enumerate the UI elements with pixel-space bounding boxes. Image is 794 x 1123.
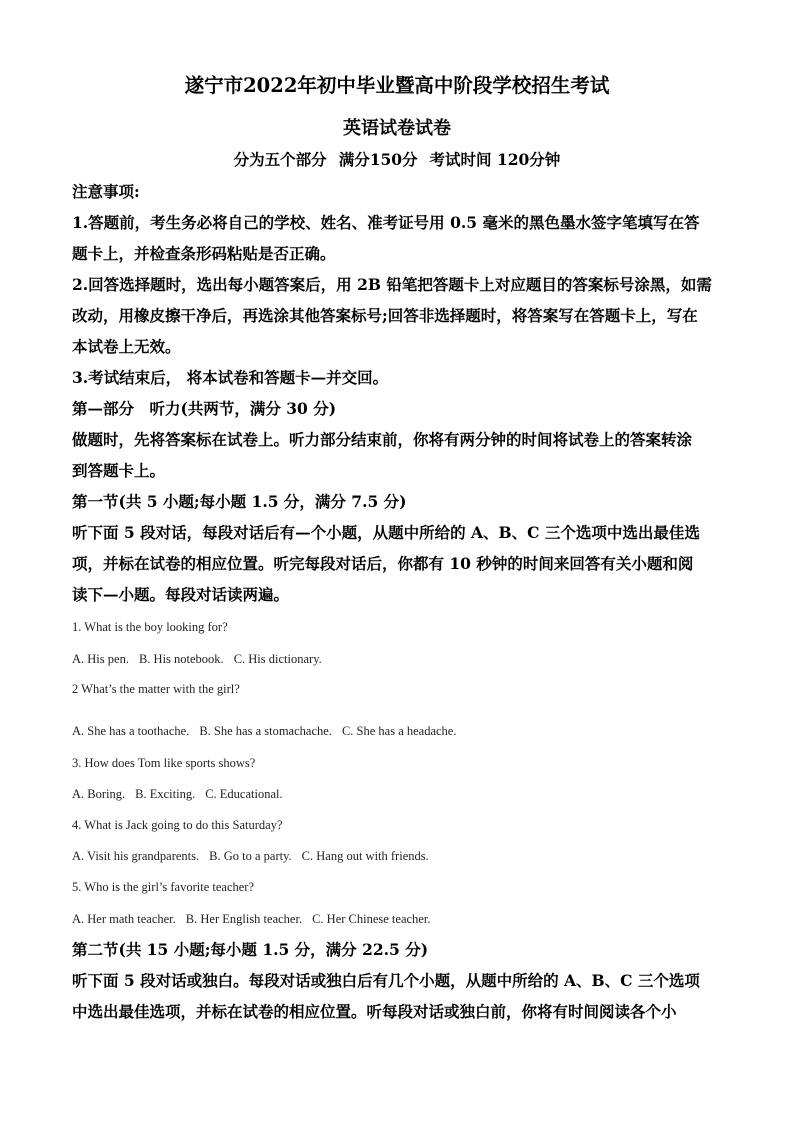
note-3-line-1: 3.考试结束后， 将本试卷和答题卡—并交回。	[72, 368, 389, 387]
question-2-stem: 2 What’s the matter with the girl?	[72, 682, 240, 696]
option-c: C. Educational.	[205, 787, 283, 801]
section2-instructions-line-1: 听下面 5 段对话或独白。每段对话或独白后有几个小题，从题中所给的 A、B、C 三个选项	[72, 971, 700, 990]
section1-instructions-line-2: 项，并标在试卷的相应位置。听完每段对话后，你都有 10 秒钟的时间来回答有关小题和阅	[72, 554, 694, 573]
question-2-options	[72, 724, 732, 739]
note-2-line-2: 改动，用橡皮擦干净后，再选涂其他答案标号;回答非选择题时，将答案写在答题卡上，写在	[72, 306, 698, 325]
option-b: B. His notebook.	[138, 652, 224, 666]
question-3-options	[72, 787, 732, 802]
exam-subtitle: 英语试卷试卷	[343, 118, 451, 139]
option-a: A. She has a toothache.	[72, 724, 190, 738]
exam-info-score: 满分150分	[338, 150, 418, 169]
option-b: B. She has a stomachache.	[199, 724, 332, 738]
exam-info	[0, 148, 794, 170]
part1-heading: 第—部分 听力(共两节，满分 30 分)	[72, 399, 337, 418]
section1-instructions-line-1: 听下面 5 段对话，每段对话后有—个小题，从题中所给的 A、B、C 三个选项中选出最佳选	[72, 523, 700, 542]
exam-title: 遂宁市2022年初中毕业暨高中阶段学校招生考试	[184, 74, 610, 97]
note-2-line-3: 本试卷上无效。	[72, 337, 181, 356]
part1-instructions-line-1: 做题时，先将答案标在试卷上。听力部分结束前，你将有两分钟的时间将试卷上的答案转涂	[72, 430, 693, 449]
option-a: A. His pen.	[72, 652, 129, 666]
exam-info-time: 考试时间 120分钟	[429, 150, 561, 169]
option-b: B. Exciting.	[135, 787, 196, 801]
option-a: A. Visit his grandparents.	[72, 849, 200, 863]
question-5-options	[72, 912, 732, 927]
option-c: C. Her Chinese teacher.	[312, 912, 431, 926]
part1-instructions-line-2: 到答题卡上。	[72, 461, 166, 480]
exam-info-parts: 分为五个部分	[233, 150, 327, 169]
note-2-line-1: 2.回答选择题时，选出每小题答案后，用 2B 铅笔把答题卡上对应题目的答案标号涂黑，如需	[72, 275, 712, 294]
option-c: C. She has a headache.	[341, 724, 457, 738]
note-1-line-2: 题卡上，并检查条形码粘贴是否正确。	[72, 244, 336, 263]
option-b: B. Go to a party.	[209, 849, 292, 863]
section1-instructions-line-3: 读下—小题。每段对话读两遍。	[72, 585, 290, 604]
question-5-stem: 5. Who is the girl’s favorite teacher?	[72, 880, 254, 894]
note-1-line-1: 1.答题前，考生务必将自己的学校、姓名、准考证号用 0.5 毫米的黑色墨水签字笔填写在答	[72, 213, 700, 232]
option-c: C. His dictionary.	[233, 652, 322, 666]
option-b: B. Her English teacher.	[185, 912, 303, 926]
question-3-stem: 3. How does Tom like sports shows?	[72, 756, 256, 770]
notes-heading: 注意事项:	[72, 182, 140, 201]
option-c: C. Hang out with friends.	[301, 849, 429, 863]
question-1-options	[72, 652, 732, 667]
question-1-stem: 1. What is the boy looking for?	[72, 620, 228, 634]
question-4-stem: 4. What is Jack going to do this Saturday?	[72, 818, 283, 832]
option-a: A. Her math teacher.	[72, 912, 176, 926]
section2-instructions-line-2: 中选出最佳选项，并标在试卷的相应位置。听每段对话或独白前，你将有时间阅读各个小	[72, 1002, 677, 1021]
option-a: A. Boring.	[72, 787, 126, 801]
section1-heading: 第一节(共 5 小题;每小题 1.5 分，满分 7.5 分)	[72, 492, 407, 511]
question-4-options	[72, 849, 732, 864]
section2-heading: 第二节(共 15 小题;每小题 1.5 分，满分 22.5 分)	[72, 940, 429, 959]
